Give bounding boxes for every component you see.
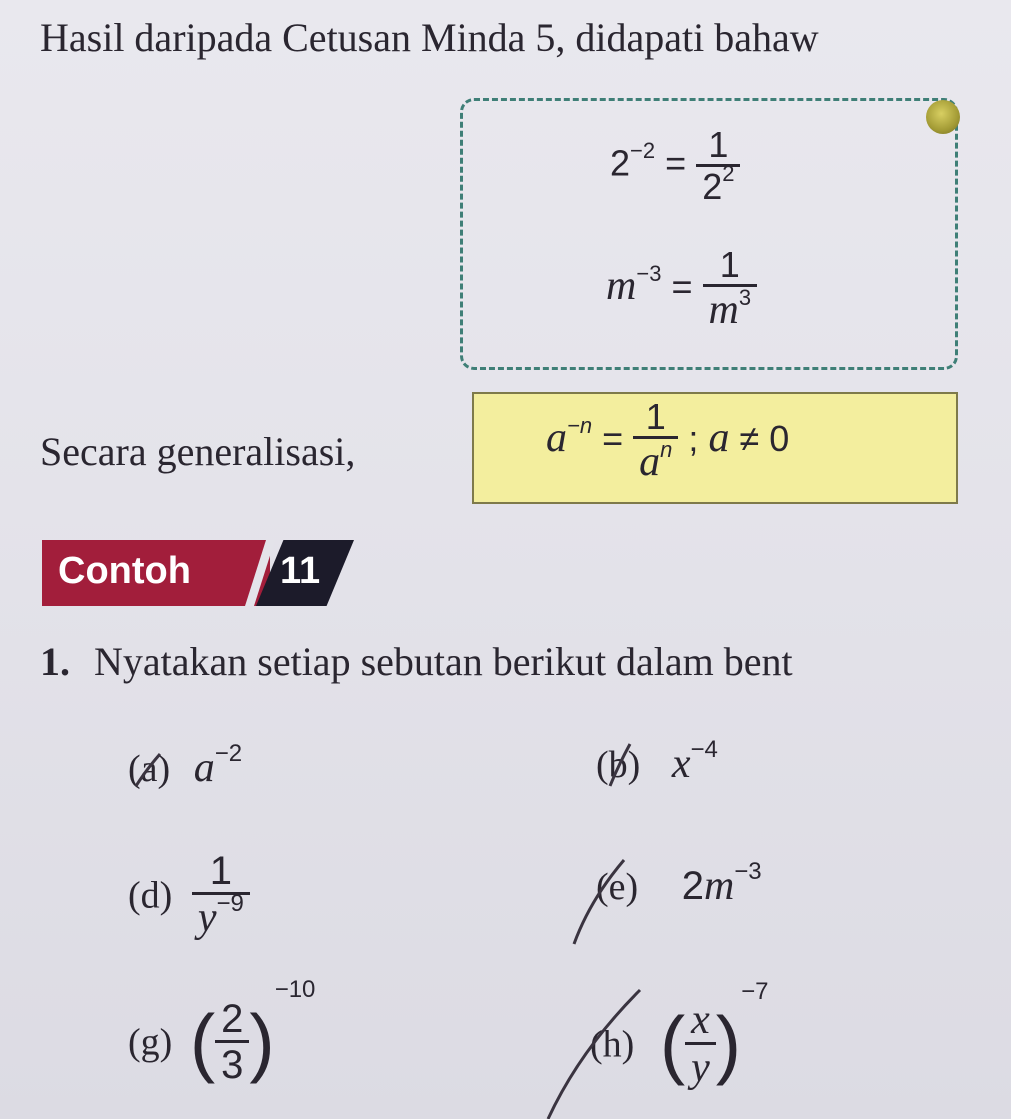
question-number: 1. <box>40 639 70 684</box>
item-d-label: (d) <box>128 874 173 917</box>
contoh-label: Contoh <box>58 550 191 592</box>
eq2-exponent: −3 <box>636 261 662 287</box>
item-e-expr: $2m^{-3}$ <box>681 858 762 909</box>
formula-exponent: −n <box>567 413 593 439</box>
item-e-label: (e) <box>596 866 639 908</box>
equals-sign: = <box>671 266 693 308</box>
formula-denominator: $a^n$ <box>639 436 673 485</box>
item-h-expr: ( $\frac{x}{y}$ )$^{-7}$ <box>659 978 769 1092</box>
eq1-numerator: 1 <box>696 126 740 167</box>
formula-condition: ; a ≠ 0 <box>688 415 790 462</box>
intro-text: Hasil daripada Cetusan Minda 5, didapati bahaw <box>40 15 819 60</box>
generalization-label: Secara generalisasi, <box>40 429 356 474</box>
item-h-label: (h) <box>590 1023 635 1066</box>
item-b-expr: $x^{-4}$ <box>671 736 718 787</box>
eq2-denominator: $m^3$ <box>708 284 752 333</box>
equals-sign: = <box>602 418 624 460</box>
item-b-label: (b) <box>596 744 641 786</box>
eq1-base: 2 <box>610 142 631 184</box>
eq2-base: m <box>606 263 637 310</box>
eq1-denominator: $2^2$ <box>702 160 735 207</box>
formula-numerator: 1 <box>633 398 678 439</box>
pencil-mark-b <box>610 744 630 786</box>
item-a-label: (a) <box>128 748 171 790</box>
item-d-fraction: $\frac{1}{y^{-9}}$ <box>192 850 250 941</box>
pencil-mark-e <box>574 860 624 944</box>
eq1-exponent: −2 <box>630 137 656 163</box>
item-g-expr: ( $\frac{2}{3}$ )$^{-10}$ <box>189 976 316 1087</box>
eq2-numerator: 1 <box>703 246 758 287</box>
equals-sign: = <box>665 142 687 184</box>
item-a-expr: $a^{-2}$ <box>193 740 243 791</box>
pencil-mark-h <box>548 990 640 1119</box>
contoh-number: 11 <box>280 550 321 592</box>
pencil-mark-a <box>136 754 160 786</box>
item-g-label: (g) <box>128 1021 173 1064</box>
question-text: Nyatakan setiap sebutan berikut dalam bent <box>94 639 793 684</box>
formula-base: a <box>546 415 567 462</box>
